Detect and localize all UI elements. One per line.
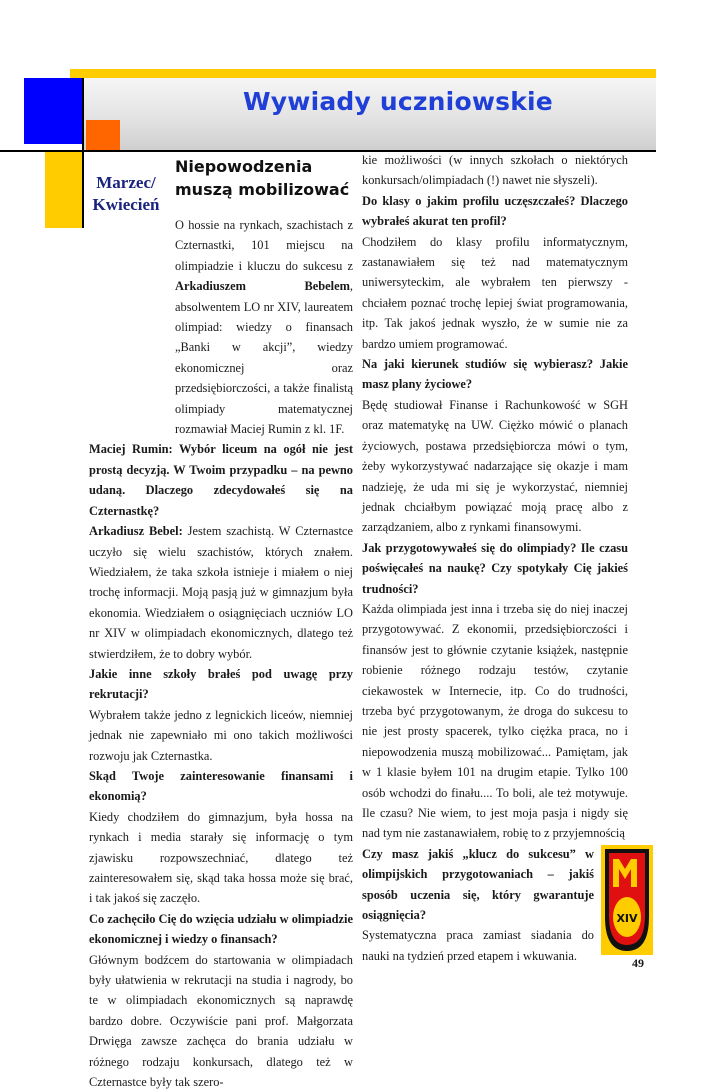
issue-label-month-2: Kwiecień: [92, 195, 160, 214]
answer-8: Systematyczna praca zamiast siadania do nauki na tydzień przed etapem i wkuwania.: [362, 928, 594, 963]
question-5: Do klasy o jakim profilu uczęszczałeś? Dlaczego wybrałeś akurat ten profil?: [362, 193, 628, 229]
answer-1-text: Jestem szachistą. W Czternastce uczyło się wielu szachistów, których znałem. Wiedziałem, że taka szkoła istnieje i miałem o niej trochę informacji. Moją pasją już w gimnazjum była ekonomia. Wiedziałem o osiągnięciach uczniów LO nr XIV w olimpiadach ekonomicznych, dlatego też stwierdziłem, że to dobry wybór.: [89, 524, 353, 661]
answer-3: Kiedy chodziłem do gimnazjum, była hossa na rynkach i media starały się informację o tym zjawisku rozpowszechniać, dlatego też zainteresowałem się, skąd taka hossa może się brać, i tak jakoś się zaczęło.: [89, 809, 353, 906]
question-3: Skąd Twoje zainteresowanie finansami i ekonomią?: [89, 768, 353, 804]
answer-1: [89, 521, 353, 664]
header-orange-square: [86, 120, 120, 150]
question-8: Czy masz jakiś „klucz do sukcesu” w olimpijskich przygotowaniach – jakiś sposób uczenia się, który gwarantuje osiągnięcia?: [362, 846, 594, 923]
article-title-line-2: muszą mobilizować: [175, 180, 350, 199]
school-logo-icon: [601, 845, 653, 955]
article-title: [175, 155, 355, 201]
issue-label: [86, 172, 166, 216]
header-divider-vertical: [82, 78, 84, 228]
intro-paragraph: [89, 215, 353, 439]
right-column: [362, 150, 628, 966]
answer-5: Chodziłem do klasy profilu informatycznym, zastanawiałem się też nad matematycznym uniwersyteckim, ale wybrałem ten pierwszy - chciałem poznać trochę lepiej świat programowania, itp. Tak jakoś jednak wyszło, że w sumie nie za bardzo umiem programować.: [362, 234, 628, 351]
header-yellow-bar: [70, 69, 656, 78]
question-2: Jakie inne szkoły brałeś pod uwagę przy rekrutacji?: [89, 666, 353, 702]
header-yellow-square: [45, 152, 82, 228]
question-1: Maciej Rumin: Wybór liceum na ogół nie jest prostą decyzją. W Twoim przypadku – na pewno udaną. Dlaczego zdecydowałeś się na Czternastkę?: [89, 442, 353, 518]
logo-text: XIV: [616, 912, 638, 925]
answer-4-continued: kie możliwości (w innych szkołach o niektórych konkursach/olimpiadach (!) nawet nie słyszeli).: [362, 153, 628, 188]
article-title-line-1: Niepowodzenia: [175, 157, 313, 176]
interviewee-name: Arkadiuszem Bebelem: [175, 279, 350, 294]
answer-2: Wybrałem także jedno z legnickich liceów, niemniej jednak nie zapewniało mi ono takich możliwości rozwoju jak Czternastka.: [89, 707, 353, 763]
answer-4: Głównym bodźcem do startowania w olimpiadach były ułatwienia w rekrutacji na studia i nagrody, bo te w olimpiadach ekonomicznych są naprawdę bardzo dobre. Oczywiście pani prof. Małgorzata Drwięga zawsze zachęca do brania udziału w różnego rodzaju konkursach, dlatego też w Czternastce były tak szero-: [89, 952, 353, 1090]
issue-label-month: Marzec/: [96, 173, 156, 192]
question-7: Jak przygotowywałeś się do olimpiady? Ile czasu poświęcałeś na naukę? Czy spotykały Cię jakieś trudności?: [362, 540, 628, 596]
answer-6: Będę studiował Finanse i Rachunkowość w SGH oraz matematykę na UW. Ciężko mówić o planach życiowych, postawa przedsiębiorcza mówi o tym, żeby wykorzystywać nadarzające się okazje i mam nadzieję, że uda mi się je wykorzystać, niemniej jednak chciałbym powiązać moją pracę albo z zarządzaniem, albo z rynkami finansowymi.: [362, 397, 628, 535]
answer-1-speaker: Arkadiusz Bebel:: [89, 524, 183, 539]
intro-text-end: , absolwentem LO nr XIV, laureatem olimpiad: wiedzy o finansach „Banki w akcji”, wiedzy ekonomicznej oraz przedsiębiorczości, a także finalistą olimpiady matematycznej rozmawiał Maciej Rumin z kl. 1F.: [175, 279, 353, 437]
header-blue-square: [24, 78, 82, 144]
question-6: Na jaki kierunek studiów się wybierasz? Jakie masz plany życiowe?: [362, 357, 628, 392]
left-column: [89, 215, 353, 1092]
page-number: 49: [632, 956, 644, 970]
answer-7: Każda olimpiada jest inna i trzeba się do niej inaczej przygotowywać. Z ekonomii, przedsiębiorczości i finansów jest to głównie czytanie książek, następnie robienie różnego rodzaju testów, czytanie ciekawostek w Internecie, itp. Co do trudności, trzeba być przygotowanym, że droga do sukcesu to nie jest prosty spacerek, tylko ciężka praca, no i niepowodzenia muszą mobilizować... Pamiętam, jak w 1 klasie byłem 101 na drugim etapie. Tylko 100 osób wchodzi do finału.... To boli, ale też motywuje. Ile czasu? Nie wiem, to jest moja pasja i nigdy się nad tym nie zastanawiałem, robię to z przyjemnością: [362, 601, 628, 841]
intro-text: O hossie na rynkach, szachistach z Czternastki, 101 miejscu na olimpiadzie i kluczu do sukcesu z: [175, 218, 353, 273]
question-4: Co zachęciło Cię do wzięcia udziału w olimpiadzie ekonomicznej i wiedzy o finansach?: [89, 911, 353, 947]
page-title: Wywiady uczniowskie: [243, 87, 553, 116]
